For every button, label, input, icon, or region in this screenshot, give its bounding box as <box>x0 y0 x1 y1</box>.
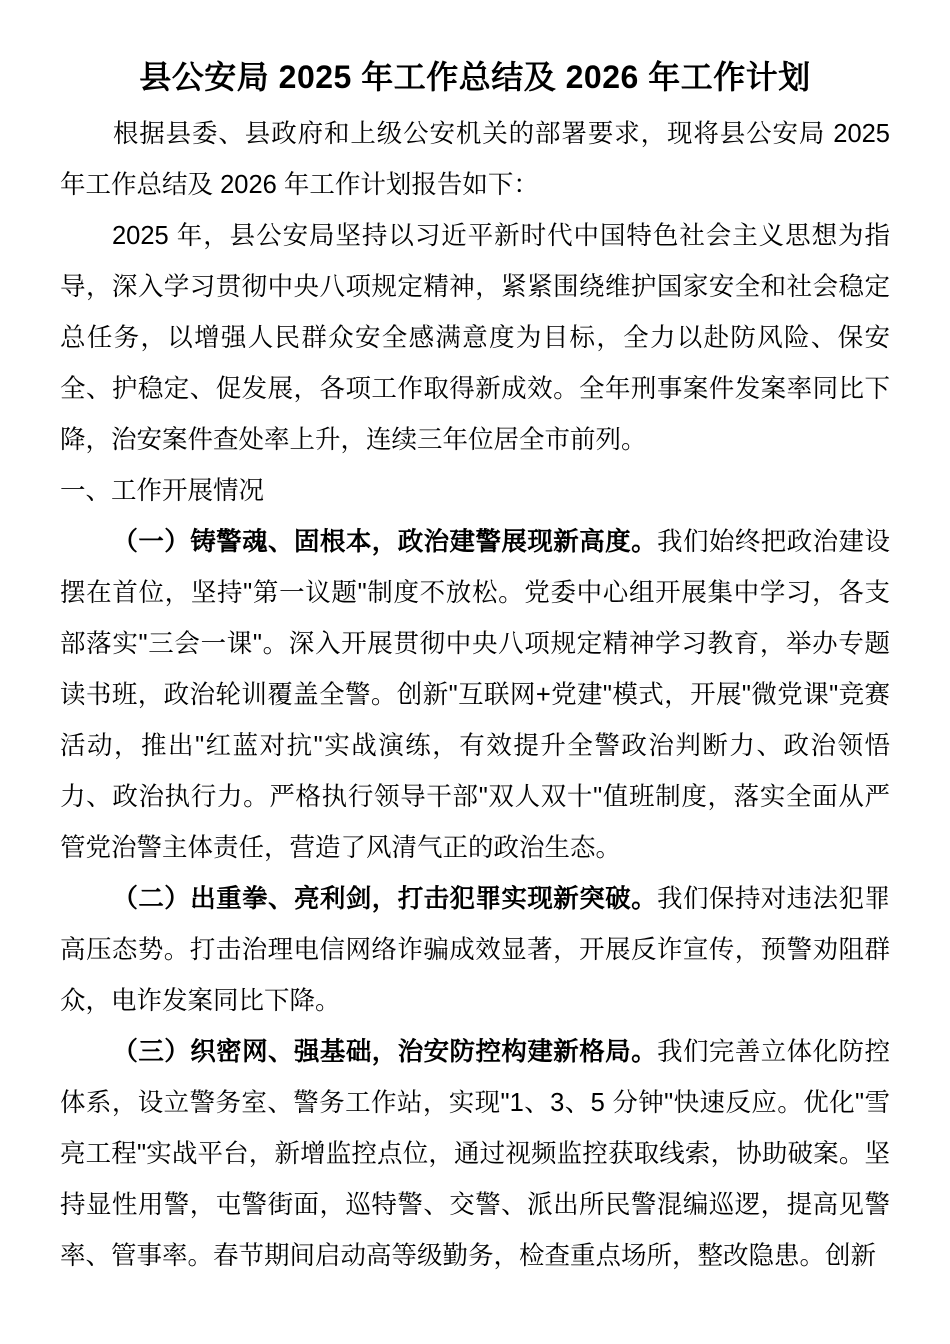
item-two-label: （二）出重拳、亮利剑，打击犯罪实现新突破。 <box>112 885 658 914</box>
item-one-label: （一）铸警魂、固根本，政治建警展现新高度。 <box>112 528 658 557</box>
paragraph-overview <box>60 211 890 466</box>
section-heading-one-text: 一、工作开展情况 <box>60 477 265 506</box>
item-three-label: （三）织密网、强基础，治安防控构建新格局。 <box>112 1038 658 1067</box>
paragraph-intro-text: 根据县委、县政府和上级公安机关的部署要求，现将县公安局 2025 年工作总结及 2026 年工作计划报告如下： <box>60 120 890 200</box>
paragraph-item-three <box>60 1027 890 1282</box>
paragraph-item-two <box>60 874 890 1027</box>
page-title: 县公安局 2025 年工作总结及 2026 年工作计划 <box>139 59 811 95</box>
section-heading-one <box>60 466 890 517</box>
paragraph-overview-text: 2025 年，县公安局坚持以习近平新时代中国特色社会主义思想为指导，深入学习贯彻中央八项规定精神，紧紧围绕维护国家安全和社会稳定总任务，以增强人民群众安全感满意度为目标，全力以赴防风险、保安全、护稳定、促发展，各项工作取得新成效。全年刑事案件发案率同比下降，治安案件查处率上升，连续三年位居全市前列。 <box>60 222 890 455</box>
paragraph-intro <box>60 109 890 211</box>
item-one-body: 我们始终把政治建设摆在首位，坚持"第一议题"制度不放松。党委中心组开展集中学习，各支部落实"三会一课"。深入开展贯彻中央八项规定精神学习教育，举办专题读书班，政治轮训覆盖全警。创新"互联网+党建"模式，开展"微党课"竞赛活动，推出"红蓝对抗"实战演练，有效提升全警政治判断力、政治领悟力、政治执行力。严格执行领导干部"双人双十"值班制度，落实全面从严管党治警主体责任，营造了风清气正的政治生态。 <box>60 528 890 863</box>
paragraph-item-one <box>60 517 890 874</box>
item-three-body: 我们完善立体化防控体系，设立警务室、警务工作站，实现"1、3、5 分钟"快速反应。优化"雪亮工程"实战平台，新增监控点位，通过视频监控获取线索，协助破案。坚持显性用警，屯警街面，巡特警、交警、派出所民警混编巡逻，提高见警率、管事率。春节期间启动高等级勤务，检查重点场所，整改隐患。创新 <box>60 1038 890 1271</box>
item-two-body: 我们保持对违法犯罪高压态势。打击治理电信网络诈骗成效显著，开展反诈宣传，预警劝阻群众，电诈发案同比下降。 <box>60 885 890 1016</box>
